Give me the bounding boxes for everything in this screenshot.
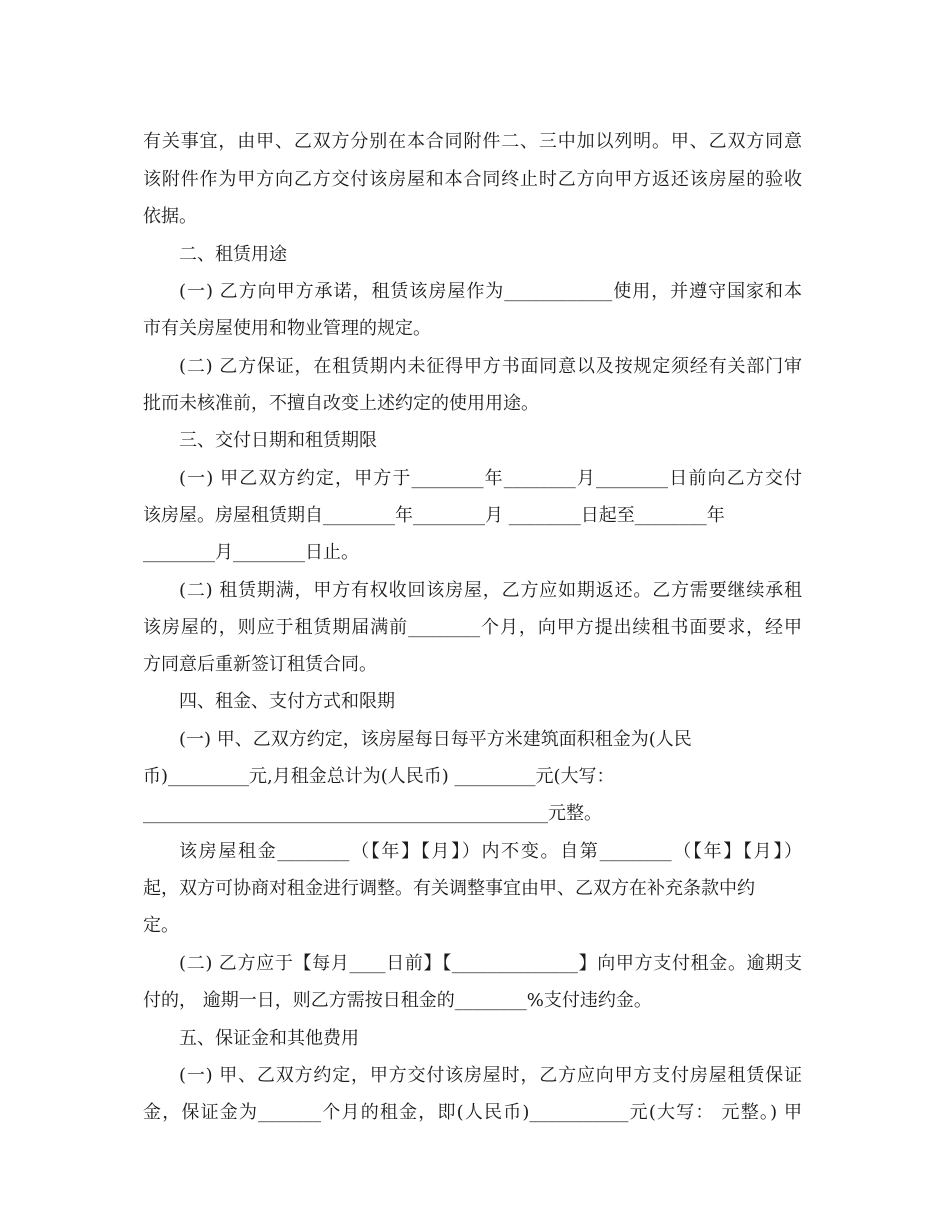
paragraph-line: (一) 甲乙双方约定，甲方于________年________月________日前向乙方交付 <box>179 468 802 489</box>
paragraph-line: _____________________________________________元整。 <box>143 803 602 824</box>
paragraph-line: (二) 乙方保证，在租赁期内未征得甲方书面同意以及按规定须经有关部门审 <box>179 356 802 377</box>
paragraph-line: 批而未核准前，不擅自改变上述约定的使用用途。 <box>143 393 539 414</box>
section-heading: 五、保证金和其他费用 <box>179 1028 359 1049</box>
paragraph-line: 金，保证金为_______个月的租金，即(人民币)___________元(大写： 元整。) 甲 <box>143 1102 802 1123</box>
section-heading: 二、租赁用途 <box>179 244 287 265</box>
paragraph-line: (一) 乙方向甲方承诺，租赁该房屋作为____________使用，并遵守国家和本 <box>179 281 802 302</box>
paragraph-line: 该房屋租金________（【年】【月】）内不变。自第________（【年】【月】） <box>179 841 802 862</box>
paragraph-line: 币)_________元,月租金总计为(人民币) _________元(大写： <box>143 766 615 787</box>
paragraph-line: (二) 乙方应于【每月____日前】【______________】向甲方支付租金。逾期支 <box>179 953 802 974</box>
paragraph-line: 市有关房屋使用和物业管理的规定。 <box>143 318 431 339</box>
paragraph-line: (一) 甲、乙双方约定，甲方交付该房屋时，乙方应向甲方支付房屋租赁保证 <box>179 1065 802 1086</box>
paragraph-line: 有关事宜，由甲、乙双方分别在本合同附件二、三中加以列明。甲、乙双方同意 <box>143 131 802 152</box>
paragraph-line: ________月________日止。 <box>143 542 359 563</box>
paragraph-line: 定。 <box>143 915 179 936</box>
paragraph-line: 该房屋的，则应于租赁期届满前________个月，向甲方提出续租书面要求，经甲 <box>143 617 802 638</box>
paragraph-line: 付的， 逾期一日，则乙方需按日租金的________%支付违约金。 <box>143 990 652 1011</box>
section-heading: 三、交付日期和租赁期限 <box>179 430 377 451</box>
section-heading: 四、租金、支付方式和限期 <box>179 691 395 712</box>
paragraph-line: 方同意后重新签订租赁合同。 <box>143 654 377 675</box>
paragraph-line: 该房屋。房屋租赁期自________年________月 ________日起至________年 <box>143 505 725 526</box>
paragraph-line: 该附件作为甲方向乙方交付该房屋和本合同终止时乙方向甲方返还该房屋的验收 <box>143 169 802 190</box>
paragraph-line: 起，双方可协商对租金进行调整。有关调整事宜由甲、乙双方在补充条款中约 <box>143 878 755 899</box>
paragraph-line: (一) 甲、乙双方约定，该房屋每日每平方米建筑面积租金为(人民 <box>179 729 692 750</box>
paragraph-line: (二) 租赁期满，甲方有权收回该房屋，乙方应如期返还。乙方需要继续承租 <box>179 580 802 601</box>
paragraph-line: 依据。 <box>143 206 197 227</box>
